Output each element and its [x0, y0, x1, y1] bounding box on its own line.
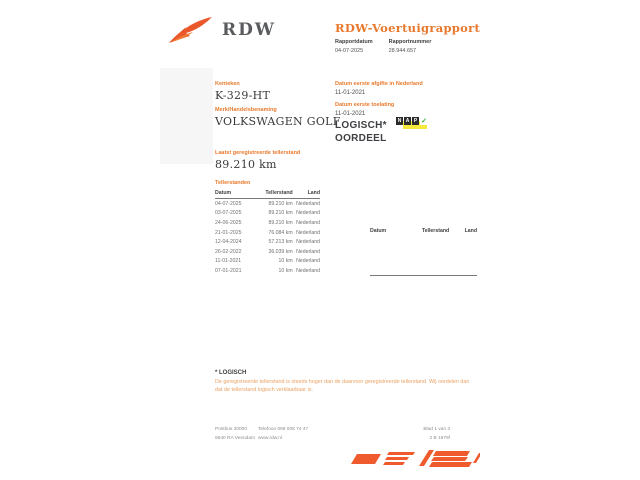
rdw-wordmark: RDW: [222, 20, 276, 40]
cell-datum: 11-01-2021: [215, 258, 242, 265]
report-date-value: 04-07-2025: [335, 47, 364, 54]
field-eerste-afgifte: [335, 81, 423, 96]
cell-datum: 26-02-2022: [215, 248, 242, 255]
table-row: [215, 209, 320, 219]
cell-land: Nederland: [296, 210, 320, 217]
report-meta: [335, 39, 431, 54]
report-date: [335, 39, 373, 54]
footer-contact: [258, 426, 308, 443]
field-merk: [215, 107, 341, 128]
table-row: [215, 237, 320, 247]
cell-tellerstand: 10 km: [278, 267, 293, 274]
table-header-row: [215, 190, 320, 199]
cell-tellerstand: 89.210 km: [268, 219, 293, 226]
footer-page: [385, 426, 450, 443]
nap-letter-a: A: [405, 118, 410, 124]
footnote: [215, 370, 478, 394]
nap-logo: [396, 117, 428, 125]
footer-phone: Telefoon 088 008 74 47: [258, 427, 309, 432]
oordeel-text: [335, 120, 387, 145]
cell-datum: 04-07-2025: [215, 200, 242, 207]
footer-address: [215, 426, 255, 443]
table-row: [215, 257, 320, 267]
cell-tellerstand: 10 km: [278, 258, 293, 265]
footer-page-indicator: Blad 1 van 3: [423, 427, 450, 432]
tellerstanden-label: Tellerstanden: [215, 180, 251, 186]
field-kenteken: [215, 81, 270, 102]
rdw-logo: [167, 15, 276, 45]
cell-land: Nederland: [296, 229, 320, 236]
field-laatste-tellerstand: [215, 150, 300, 171]
cell-land: Nederland: [296, 267, 320, 274]
footnote-body: De geregistreerde tellerstand is steeds hoger dan de daarvoor geregistreerde tellerstand. Wij oordelen dan dat de tellerstand logisch verklaarbaar is.: [215, 379, 470, 393]
col-tellerstand: Tellerstand: [413, 190, 449, 275]
oordeel-line1: LOGISCH*: [335, 120, 387, 131]
col-datum: Datum: [215, 190, 257, 199]
merk-value: VOLKSWAGEN GOLF: [215, 115, 341, 128]
kenteken-label: Kenteken: [215, 81, 240, 87]
col-datum: Datum: [370, 190, 413, 275]
footer-plaats: 9640 RA Veendam: [215, 435, 256, 441]
cell-datum: 07-01-2021: [215, 267, 242, 274]
table-row: [215, 266, 320, 276]
tellerstanden-section: [215, 180, 477, 276]
nap-letter-p: P: [413, 118, 418, 124]
kenteken-value: K-329-HT: [215, 89, 271, 102]
cell-land: Nederland: [296, 219, 320, 226]
table-row: [215, 199, 320, 209]
laatste-tellerstand-label: Laatst geregistreerde tellerstand: [215, 150, 301, 156]
cell-land: Nederland: [296, 239, 320, 246]
footer-website: www.rdw.nl: [258, 435, 282, 441]
eerste-afgifte-value: 11-01-2021: [335, 90, 366, 96]
footer-form-code: 2 B 1979f: [429, 435, 450, 441]
cell-tellerstand: 76.084 km: [268, 229, 293, 236]
table-row: [215, 247, 320, 257]
col-land: Land: [293, 190, 320, 199]
eerste-afgifte-label: Datum eerste afgifte in Nederland: [335, 81, 423, 87]
cell-datum: 03-07-2025: [215, 210, 242, 217]
report-number: [389, 39, 432, 54]
tellerstanden-table: [215, 190, 320, 276]
eerste-toelating-label: Datum eerste toelating: [335, 102, 395, 108]
cell-tellerstand: 36.039 km: [268, 248, 293, 255]
table-row: [215, 218, 320, 228]
laatste-tellerstand-value: 89.210 km: [215, 158, 277, 171]
cell-land: Nederland: [296, 248, 320, 255]
field-eerste-toelating: [335, 102, 394, 117]
report-title: RDW-Voertuigrapport: [335, 21, 481, 35]
eerste-toelating-value: 11-01-2021: [335, 111, 366, 117]
report-date-label: Rapportdatum: [335, 39, 373, 45]
nap-letter-n: N: [397, 118, 402, 124]
table-row: [215, 228, 320, 238]
cell-land: Nederland: [296, 258, 320, 265]
rdw-stripes-icon: [345, 447, 480, 471]
cell-tellerstand: 89.210 km: [268, 200, 293, 207]
cell-datum: 21-01-2025: [215, 229, 242, 236]
footnote-heading: * LOGISCH: [215, 370, 247, 376]
col-tellerstand: Tellerstand: [257, 190, 293, 199]
col-land: Land: [449, 190, 477, 275]
cell-tellerstand: 57.213 km: [268, 239, 293, 246]
table-header-row: [370, 190, 477, 275]
rdw-wing-icon: [167, 15, 213, 45]
footer-postbus: Postbus 30000: [215, 427, 248, 432]
cell-datum: 12-04-2024: [215, 239, 242, 246]
tellerstanden-table-empty: [370, 190, 477, 276]
nap-checkmark-icon: ✓: [421, 118, 427, 125]
photo-placeholder: [160, 68, 213, 164]
merk-label: Merk/Handelsbenaming: [215, 107, 277, 113]
report-number-value: 28.944.657: [388, 47, 417, 54]
oordeel-line2: OORDEEL: [335, 132, 387, 144]
cell-datum: 24-06-2025: [215, 219, 242, 226]
report-number-label: Rapportnummer: [388, 39, 432, 45]
cell-land: Nederland: [296, 200, 320, 207]
cell-tellerstand: 89.210 km: [268, 210, 293, 217]
